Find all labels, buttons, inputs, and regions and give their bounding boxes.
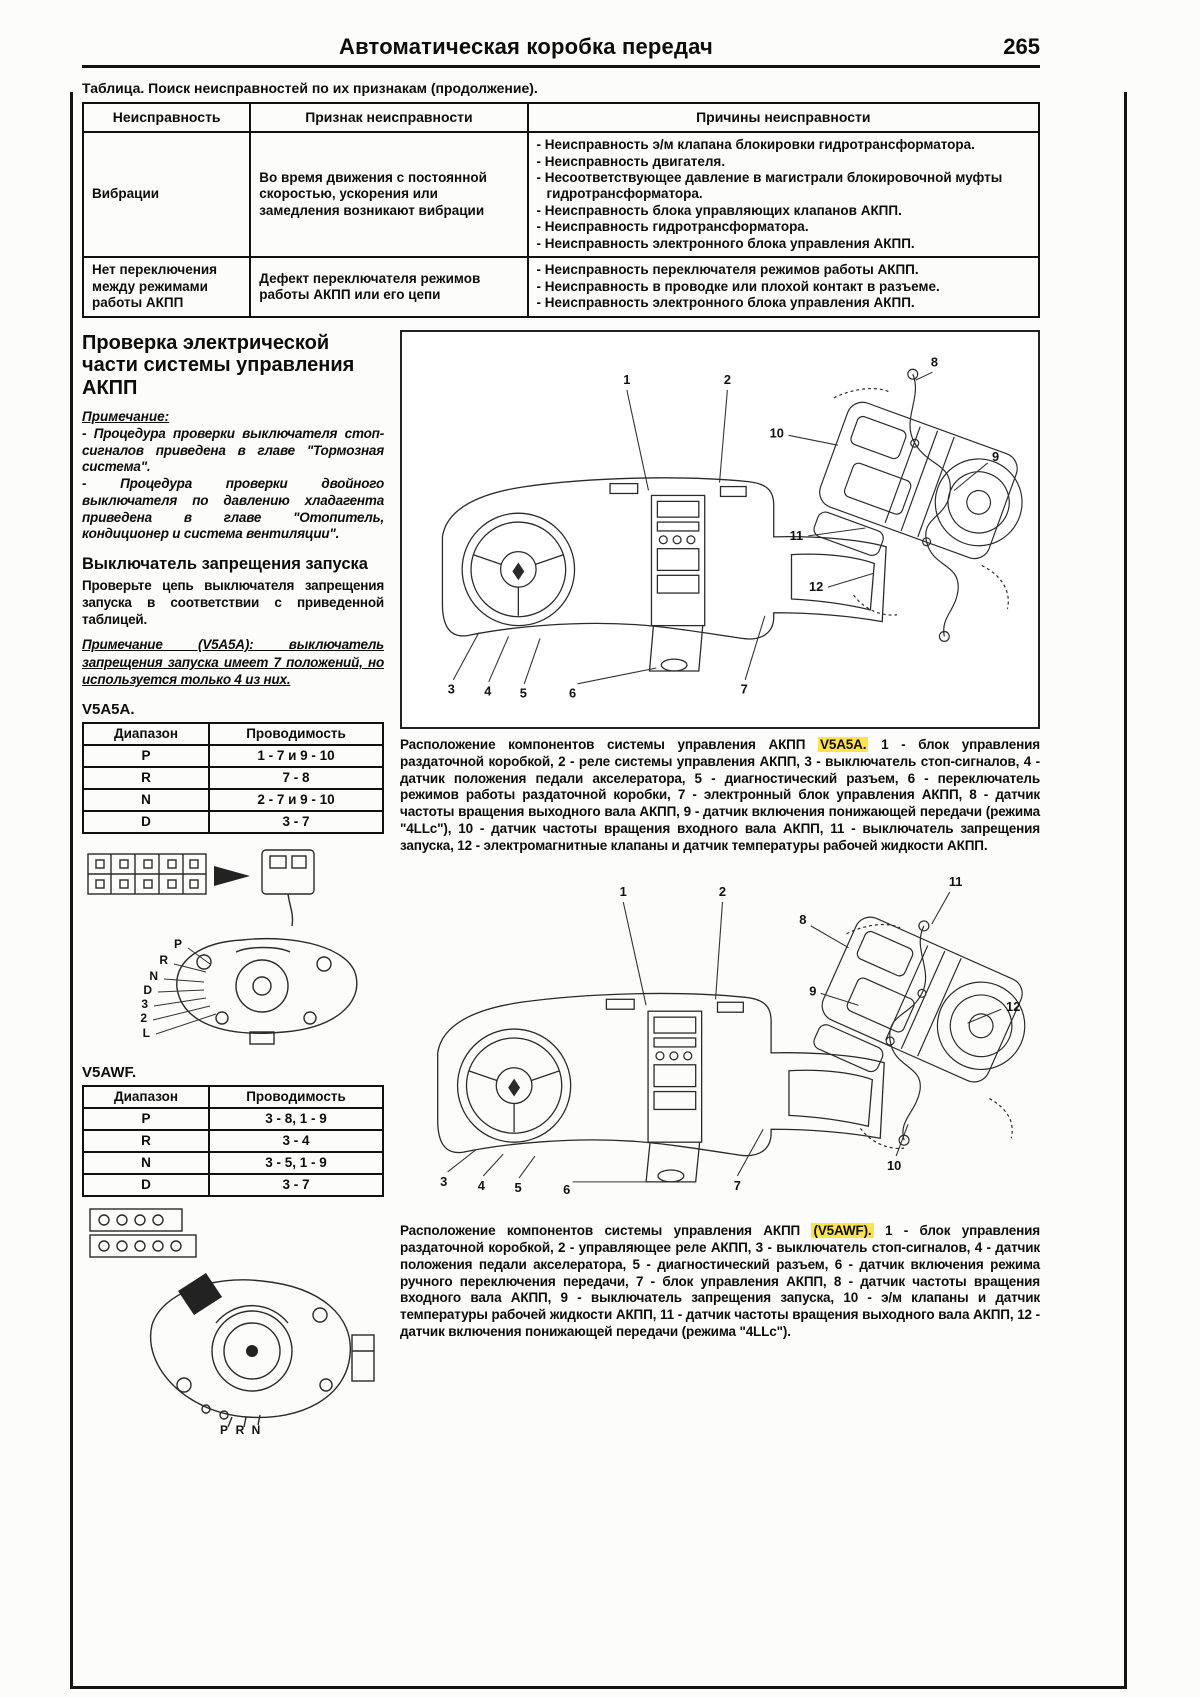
cause-line: - Неисправность э/м клапана блокировки гидротрансформатора. bbox=[536, 137, 975, 153]
connector-pinout-icon bbox=[90, 1209, 196, 1257]
gear-position-label: D bbox=[143, 982, 152, 997]
callout-6: 6 bbox=[563, 1181, 571, 1197]
table-row: N 2 - 7 и 9 - 10 bbox=[83, 789, 383, 811]
gear-position-label: R bbox=[159, 952, 168, 967]
scan-frame-left bbox=[70, 92, 73, 1689]
table-row: P 3 - 8, 1 - 9 bbox=[83, 1108, 383, 1130]
fault-table-caption: Таблица. Поиск неисправностей по их признакам (продолжение). bbox=[82, 80, 538, 96]
cause-line: - Неисправность двигателя. bbox=[536, 153, 726, 169]
col-header-causes: Причины неисправности bbox=[528, 103, 1039, 132]
callout-11: 11 bbox=[948, 874, 963, 890]
col-header-conductivity: Проводимость bbox=[209, 1086, 383, 1108]
table-header-row bbox=[83, 1086, 383, 1108]
callout-2: 2 bbox=[723, 371, 731, 387]
callout-3: 3 bbox=[440, 1173, 448, 1189]
table-row bbox=[83, 132, 1039, 257]
callout-11: 11 bbox=[789, 527, 804, 543]
col-header-range: Диапазон bbox=[83, 723, 209, 745]
callout-1: 1 bbox=[619, 883, 627, 899]
arrow-icon bbox=[214, 866, 250, 886]
dashboard-sketch bbox=[438, 993, 885, 1181]
callout-12: 12 bbox=[809, 578, 824, 594]
cause-line: - Неисправность электронного блока управления АКПП. bbox=[536, 235, 915, 251]
cause-line: - Неисправность в проводке или плохой контакт в разъеме. bbox=[536, 278, 940, 294]
col-header-symptom: Признак неисправности bbox=[250, 103, 527, 132]
table-row: P 1 - 7 и 9 - 10 bbox=[83, 745, 383, 767]
page-title: Автоматическая коробка передач bbox=[338, 34, 714, 59]
callout-4: 4 bbox=[484, 683, 492, 699]
subsection-title: Выключатель запрещения запуска bbox=[82, 555, 368, 574]
connector-pinout-icon bbox=[88, 854, 206, 894]
gear-position-label: P bbox=[173, 936, 182, 951]
callout-6: 6 bbox=[569, 685, 577, 701]
scan-frame-bottom bbox=[70, 1686, 1127, 1689]
inhibitor-switch-body bbox=[151, 1273, 374, 1427]
figure-caption-v5a5a bbox=[400, 737, 1040, 855]
col-header-conductivity: Проводимость bbox=[209, 723, 383, 745]
harness-connector-icon bbox=[262, 850, 314, 926]
col-header-range: Диапазон bbox=[83, 1086, 209, 1108]
note-item: - Процедура проверки двойного выключателя по давлению хладагента приведена в главе "Отопитель, кондиционер и система вентиляции". bbox=[82, 476, 384, 542]
callout-9: 9 bbox=[992, 448, 1000, 464]
page-number: 265 bbox=[1003, 34, 1040, 59]
note-v5a5a: Примечание (V5A5A): выключатель запрещения запуска имеет 7 положений, но используется только 4 из них. bbox=[82, 637, 384, 688]
table-row: D 3 - 7 bbox=[83, 811, 383, 833]
causes-cell bbox=[528, 257, 1039, 316]
table-header-row bbox=[83, 103, 1039, 132]
caption-prefix: Расположение компонентов системы управления АКПП bbox=[400, 736, 818, 752]
caption-highlight: V5A5A. bbox=[819, 736, 867, 752]
v5a5a-conductivity-table bbox=[82, 722, 384, 834]
intro-paragraph: Проверьте цепь выключателя запрещения запуска в соответствии с приведенной таблицей. bbox=[82, 578, 384, 627]
v5awf-conductivity-table bbox=[82, 1085, 384, 1197]
table-row: D 3 - 7 bbox=[83, 1174, 383, 1196]
note-label: Примечание: bbox=[82, 408, 170, 424]
callout-12: 12 bbox=[1006, 999, 1021, 1015]
gear-position-label: P bbox=[219, 1422, 229, 1435]
callout-10: 10 bbox=[886, 1157, 902, 1173]
brand-logo-icon bbox=[508, 1079, 520, 1097]
symptom-cell: Дефект переключателя режимов работы АКПП или его цепи bbox=[250, 257, 527, 316]
figure-v5a5a bbox=[400, 330, 1040, 729]
cause-line: - Неисправность блока управляющих клапанов АКПП. bbox=[536, 202, 902, 218]
brand-logo-icon bbox=[512, 562, 524, 580]
cause-line: - Неисправность гидротрансформатора. bbox=[536, 219, 809, 235]
inhibitor-switch-body bbox=[177, 939, 357, 1044]
symptom-cell: Во время движения с постоянной скоростью, ускорения или замедления возникают вибрации bbox=[250, 132, 527, 257]
callout-8: 8 bbox=[930, 354, 939, 370]
section-title: Проверка электрической части системы управления АКПП bbox=[82, 331, 355, 399]
cause-line: - Неисправность электронного блока управления АКПП. bbox=[536, 295, 915, 311]
caption-highlight: (V5AWF). bbox=[813, 1222, 872, 1238]
callout-9: 9 bbox=[809, 983, 817, 999]
fault-cell: Вибрации bbox=[83, 132, 250, 257]
table-row bbox=[83, 257, 1039, 316]
callout-1: 1 bbox=[623, 371, 631, 387]
right-column bbox=[400, 330, 1040, 1435]
fault-cell: Нет переключения между режимами работы АКПП bbox=[83, 257, 250, 316]
v5a5a-switch-figure bbox=[82, 840, 384, 1052]
col-header-fault: Неисправность bbox=[83, 103, 250, 132]
model-label-v5awf: V5AWF. bbox=[82, 1063, 137, 1081]
model-label-v5a5a: V5A5A. bbox=[82, 700, 135, 718]
callout-3: 3 bbox=[447, 681, 455, 697]
callout-4: 4 bbox=[477, 1177, 485, 1193]
table-row: N 3 - 5, 1 - 9 bbox=[83, 1152, 383, 1174]
gear-position-label: R bbox=[235, 1422, 245, 1435]
v5a5a-component-diagram bbox=[402, 332, 1038, 722]
transmission-sketch bbox=[804, 369, 1038, 641]
gear-position-label: L bbox=[142, 1025, 150, 1040]
gear-position-label: 2 bbox=[140, 1010, 147, 1025]
left-column bbox=[82, 330, 384, 1435]
transmission-sketch bbox=[804, 912, 1040, 1148]
table-row: R 3 - 4 bbox=[83, 1130, 383, 1152]
cause-line: - Неисправность переключателя режимов работы АКПП. bbox=[536, 262, 919, 278]
table-row: R 7 - 8 bbox=[83, 767, 383, 789]
scan-frame-right bbox=[1124, 92, 1127, 1689]
note-item: - Процедура проверки выключателя стоп-сигналов приведена в главе "Тормозная система". bbox=[82, 425, 384, 475]
v5awf-switch-figure bbox=[82, 1203, 384, 1435]
gear-position-label: N bbox=[251, 1422, 261, 1435]
gear-position-label: 3 bbox=[141, 996, 148, 1011]
callout-8: 8 bbox=[799, 911, 807, 927]
table-header-row bbox=[83, 723, 383, 745]
dashboard-sketch bbox=[442, 478, 886, 671]
v5awf-component-diagram bbox=[400, 865, 1040, 1210]
caption-body: 1 - блок управления раздаточной коробкой, 2 - управляющее реле АКПП, 3 - выключатель стоп-сигналов, 4 - датчик положения педали акселератора, 5 - диагностический разъем, 6 - датчик включения режима ручного переключения передачи, 7 - блок управления АКПП, 8 - датчик частоты вращения входного вала АКПП, 9 - выключатель запрещения запуска, 10 - э/м клапаны и датчик температуры рабочей жидкости АКПП, 11 - датчик частоты вращения выходного вала АКПП, 12 - датчик включения понижающей передачи (режима "4LLc"). bbox=[400, 1222, 1040, 1340]
callout-7: 7 bbox=[733, 1177, 741, 1193]
gear-position-label: N bbox=[149, 968, 158, 983]
page-header bbox=[82, 34, 1040, 60]
causes-cell bbox=[528, 132, 1039, 257]
caption-prefix: Расположение компонентов системы управления АКПП bbox=[400, 1222, 812, 1238]
callout-2: 2 bbox=[718, 883, 727, 899]
callout-5: 5 bbox=[514, 1179, 522, 1195]
callout-10: 10 bbox=[769, 425, 784, 441]
header-rule bbox=[82, 65, 1040, 68]
cause-line: - Несоответствующее давление в магистрали блокировочной муфты гидротрансформатора. bbox=[536, 170, 1003, 202]
fault-table bbox=[82, 102, 1040, 318]
figure-caption-v5awf bbox=[400, 1223, 1040, 1341]
callout-5: 5 bbox=[519, 685, 527, 701]
caption-body: 1 - блок управления раздаточной коробкой, 2 - реле системы управления АКПП, 3 - выключатель стоп-сигналов, 4 - датчик положения педали акселератора, 5 - диагностический разъем, 6 - переключатель режимов работы раздаточной коробки, 7 - электронный блок управления АКПП, 8 - датчик частоты вращения выходного вала АКПП, 9 - датчик включения понижающей передачи (режима "4LLc"), 10 - датчик частоты вращения входного вала АКПП, 11 - выключатель запрещения запуска, 12 - электромагнитные клапаны и датчик температуры рабочей жидкости АКПП. bbox=[400, 736, 1040, 854]
callout-7: 7 bbox=[740, 681, 748, 697]
